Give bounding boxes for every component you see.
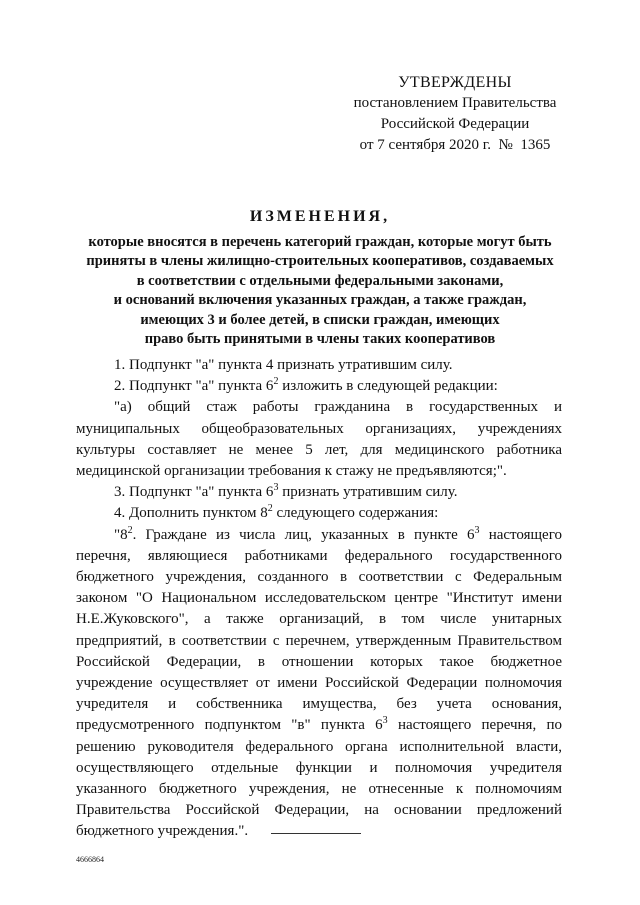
item-4 [76, 503, 562, 524]
item-3-text-b: признать утратившим силу. [278, 484, 458, 501]
item-3 [76, 482, 562, 503]
p8-text-a: "8 [114, 526, 128, 543]
document-body [76, 355, 562, 843]
item-2-text-b: изложить в следующей редакции: [278, 378, 498, 395]
item-3-text-a: 3. Подпункт "а" пункта 6 [114, 484, 274, 501]
subtitle-line: которые вносятся в перечень категорий граждан, которые могут быть [88, 234, 552, 250]
item-2-new-wording: "а) общий стаж работы гражданина в государственных и муниципальных общеобразовательных организациях, учреждениях культуры составляет не менее 5 лет, для медицинского работника медицинской организации требования к стажу не предъявляются;". [76, 399, 562, 480]
subtitle-line: право быть принятыми в члены таких кооперативов [144, 331, 496, 348]
p8-superscript-3: 3 [382, 715, 388, 727]
p8-superscript-2: 3 [474, 524, 480, 536]
item-2 [76, 376, 562, 397]
item-3-superscript: 3 [273, 482, 279, 494]
approval-heading: УТВЕРЖДЕНЫ [398, 74, 512, 91]
divider-line [271, 833, 361, 834]
item-1: 1. Подпункт "а" пункта 4 признать утратившим силу. [114, 357, 453, 373]
item-4-text-a: 4. Дополнить пунктом 8 [114, 505, 268, 522]
item-2-text-a: 2. Подпункт "а" пункта 6 [114, 378, 274, 395]
document-number: 4666864 [76, 855, 104, 864]
subtitle-line: имеющих 3 и более детей, в списки граждан, имеющих [140, 311, 500, 328]
document-subtitle [60, 233, 580, 349]
paragraph-8-2 [76, 525, 562, 843]
document-title: ИЗМЕНЕНИЯ, [249, 208, 391, 225]
approval-line-1: постановлением Правительства [353, 95, 557, 111]
item-4-superscript: 2 [267, 503, 273, 515]
approval-date-number: от 7 сентября 2020 г. № 1365 [359, 137, 551, 153]
item-4-text-b: следующего содержания: [272, 505, 439, 522]
p8-superscript-1: 2 [127, 524, 133, 536]
item-2-superscript: 2 [273, 376, 279, 388]
p8-text-b: . Граждане из числа лиц, указанных в пункте 6 [132, 526, 475, 543]
p8-text-d: настоящего перечня, по решению руководителя федерального органа исполнительной власти, осуществляющего отдельные функции и полномочия учредителя указанного бюджетного учреждения, не отнесенные к полномочиям Правительства Российской Федерации, на основании предложений бюджетного учреждения.". [76, 717, 562, 840]
p8-text-c: настоящего перечня, являющиеся работниками федерального государственного бюджетного учреждения, созданного в соответствии с Федеральным законом "О Национальном исследовательском центре "Институт имени Н.Е.Жуковского", а также организаций, в том числе унитарных предприятий, в соответствии с перечнем, утвержденным Правительством Российской Федерации, в отношении которых такое бюджетное учреждение осуществляет от имени Российской Федерации полномочия учредителя и собственника имущества, без учета основания, предусмотренного подпунктом "в" пункта 6 [76, 526, 562, 734]
approval-block [330, 72, 580, 156]
subtitle-line: в соответствии с отдельными федеральными законами, [136, 272, 504, 289]
subtitle-line: приняты в члены жилищно-строительных кооперативов, создаваемых [86, 253, 554, 270]
approval-line-2: Российской Федерации [380, 116, 530, 132]
subtitle-line: и оснований включения указанных граждан, а также граждан, [113, 292, 527, 309]
